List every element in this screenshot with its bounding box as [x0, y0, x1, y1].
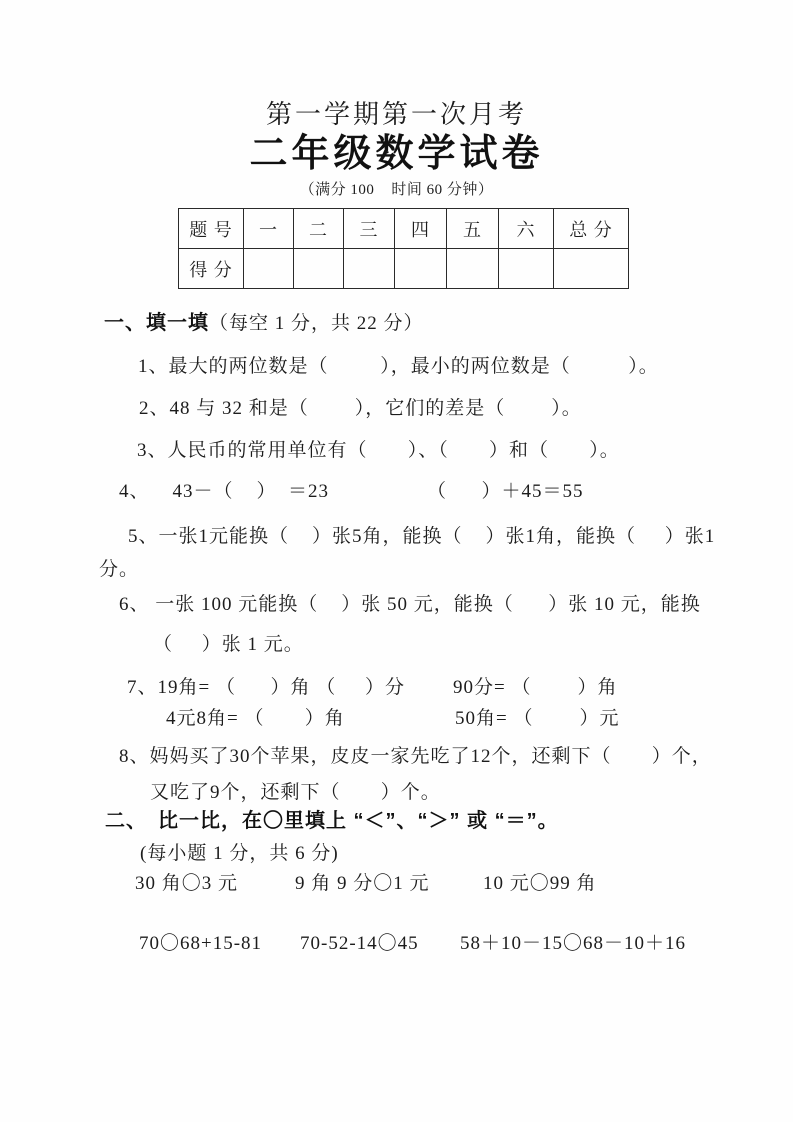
question-6-line1: 6、 一张 100 元能换（ ）张 50 元，能换（ ）张 10 元，能换 [119, 594, 701, 615]
score-table-header-2: 二 [294, 209, 344, 249]
score-cell-empty [499, 249, 554, 289]
question-4-right: （ ）＋45＝55 [427, 481, 584, 502]
question-7-line2-right: 50角= （ ）元 [455, 708, 620, 729]
question-1: 1、最大的两位数是（ ），最小的两位数是（ ）。 [138, 356, 659, 377]
compare-item-6: 58＋10－15〇68－10＋16 [460, 933, 687, 954]
section-one-note: （每空 1 分，共 22 分） [209, 313, 424, 334]
question-7-line1-right: 90分= （ ）角 [453, 677, 618, 698]
section-one-heading [104, 312, 424, 335]
score-table-header-5: 五 [447, 209, 499, 249]
section-two-note: (每小题 1 分，共 6 分) [140, 843, 339, 864]
question-8-line1: 8、妈妈买了30个苹果，皮皮一家先吃了12个，还剩下（ ）个， [119, 746, 712, 767]
score-cell-empty [447, 249, 499, 289]
exam-meta: （满分 100 时间 60 分钟） [299, 182, 494, 198]
question-7-line1-left: 7、19角= （ ）角 （ ）分 [127, 677, 405, 698]
question-5-line2: 分。 [99, 559, 140, 580]
score-table-header-3: 三 [344, 209, 395, 249]
compare-item-3: 10 元〇99 角 [483, 873, 597, 894]
question-7-line2-left: 4元8角= （ ）角 [166, 708, 345, 729]
score-table [178, 208, 629, 289]
score-table-header-row [179, 209, 629, 249]
compare-item-1: 30 角〇3 元 [135, 873, 239, 894]
question-6-line2: （ ）张 1 元。 [153, 634, 304, 655]
score-table-header-total: 总 分 [554, 209, 629, 249]
score-cell-empty [344, 249, 395, 289]
question-4-left: 4、 43－（ ） ＝23 [119, 481, 330, 502]
section-two-heading: 二、 比一比，在〇里填上 “＜”、“＞” 或 “＝”。 [105, 810, 559, 832]
question-3: 3、人民币的常用单位有（ ）、（ ）和（ ）。 [137, 440, 620, 461]
compare-item-5: 70-52-14〇45 [300, 933, 419, 954]
score-cell-empty [244, 249, 294, 289]
question-2: 2、48 与 32 和是（ ），它们的差是（ ）。 [139, 398, 582, 419]
score-table-header-6: 六 [499, 209, 554, 249]
session-title: 第一学期第一次月考 [265, 100, 527, 129]
score-cell-empty [395, 249, 447, 289]
section-one-title: 一、填一填 [104, 312, 209, 334]
question-5-line1: 5、一张1元能换（ ）张5角，能换（ ）张1角，能换（ ）张1 [128, 526, 716, 547]
question-8-line2: 又吃了9个，还剩下（ ）个。 [150, 782, 441, 803]
compare-item-2: 9 角 9 分〇1 元 [295, 873, 430, 894]
score-table-header-1: 一 [244, 209, 294, 249]
page-title: 二年级数学试卷 [249, 133, 544, 175]
score-cell-empty [294, 249, 344, 289]
score-table-score-row [179, 249, 629, 289]
compare-item-4: 70〇68+15-81 [139, 933, 263, 954]
score-cell-empty [554, 249, 629, 289]
score-row-label: 得 分 [179, 249, 244, 289]
score-table-header-label: 题 号 [179, 209, 244, 249]
score-table-header-4: 四 [395, 209, 447, 249]
